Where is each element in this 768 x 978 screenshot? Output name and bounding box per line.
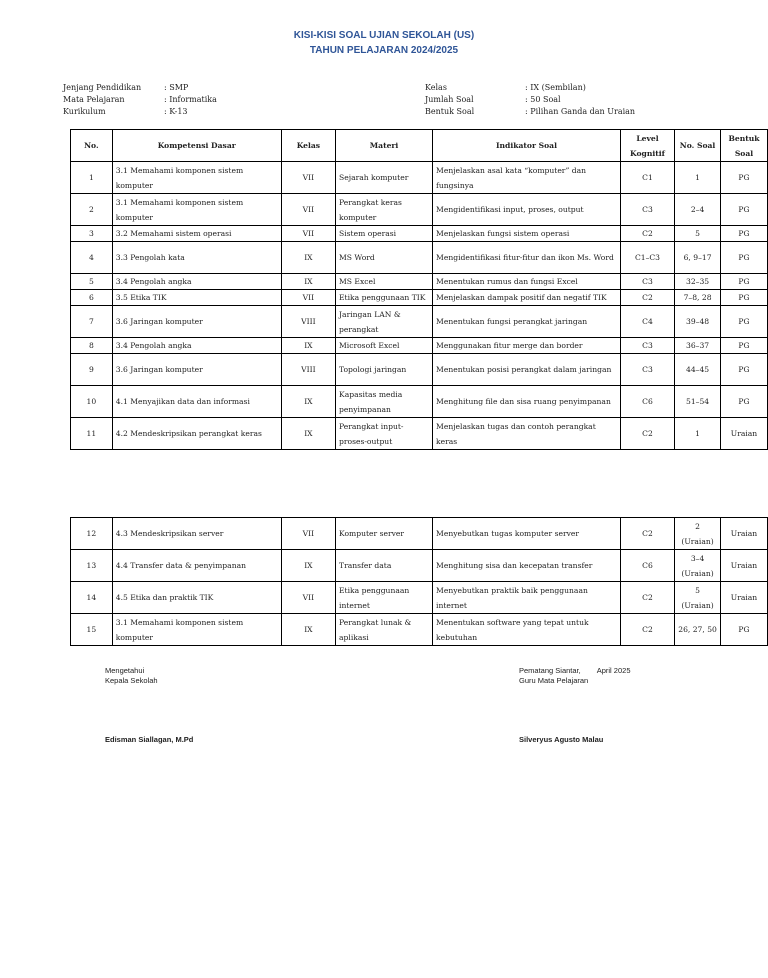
info-value: : SMP: [164, 83, 189, 92]
info-label: Kurikulum: [63, 107, 106, 116]
cell-no-soal: 1: [675, 418, 721, 450]
column-header: Bentuk Soal: [721, 130, 768, 162]
cell-kompetensi-dasar: 3.2 Memahami sistem operasi: [112, 226, 281, 242]
table-row: [71, 550, 768, 582]
info-label: Jumlah Soal: [425, 95, 474, 104]
cell-kelas: VII: [281, 518, 335, 550]
cell-materi: Topologi jaringan: [336, 354, 433, 386]
cell-no-soal: 2 (Uraian): [675, 518, 721, 550]
table-row: [71, 306, 768, 338]
cell-no-soal: 26, 27, 50: [675, 614, 721, 646]
cell-indikator-soal: Menyebutkan tugas komputer server: [433, 518, 621, 550]
cell-level-kognitif: C3: [620, 274, 674, 290]
cell-no: 4: [71, 242, 113, 274]
cell-no: 6: [71, 290, 113, 306]
cell-no: 9: [71, 354, 113, 386]
table-row: [71, 582, 768, 614]
cell-kompetensi-dasar: 4.3 Mendeskripsikan server: [112, 518, 281, 550]
table-row: [71, 162, 768, 194]
cell-kompetensi-dasar: 3.1 Memahami komponen sistem komputer: [112, 194, 281, 226]
table-body: [71, 518, 768, 646]
cell-indikator-soal: Menjelaskan asal kata “komputer” dan fungsinya: [433, 162, 621, 194]
cell-level-kognitif: C1–C3: [620, 242, 674, 274]
cell-kompetensi-dasar: 4.2 Mendeskripsikan perangkat keras: [112, 418, 281, 450]
place: Pematang Siantar,: [519, 666, 581, 675]
cell-indikator-soal: Menghitung file dan sisa ruang penyimpanan: [433, 386, 621, 418]
cell-bentuk-soal: PG: [721, 354, 768, 386]
cell-bentuk-soal: PG: [721, 242, 768, 274]
cell-bentuk-soal: Uraian: [721, 582, 768, 614]
column-header: Kompetensi Dasar: [112, 130, 281, 162]
info-label: Bentuk Soal: [425, 107, 475, 116]
cell-kompetensi-dasar: 4.1 Menyajikan data dan informasi: [112, 386, 281, 418]
cell-bentuk-soal: PG: [721, 226, 768, 242]
cell-bentuk-soal: Uraian: [721, 418, 768, 450]
info-row: [63, 82, 217, 94]
cell-materi: Microsoft Excel: [336, 338, 433, 354]
column-header: Level Kognitif: [620, 130, 674, 162]
cell-kelas: VII: [281, 226, 335, 242]
cell-materi: Etika penggunaan internet: [336, 582, 433, 614]
cell-bentuk-soal: Uraian: [721, 518, 768, 550]
cell-bentuk-soal: PG: [721, 162, 768, 194]
column-header: Kelas: [281, 130, 335, 162]
table-row: [71, 518, 768, 550]
cell-no: 11: [71, 418, 113, 450]
cell-materi: MS Word: [336, 242, 433, 274]
cell-no-soal: 2–4: [675, 194, 721, 226]
info-row: [63, 106, 217, 118]
column-header: No.: [71, 130, 113, 162]
info-right: [425, 82, 635, 118]
principal-name: Edisman Siallagan, M.Pd: [105, 735, 194, 744]
cell-no-soal: 32–35: [675, 274, 721, 290]
document-subtitle: TAHUN PELAJARAN 2024/2025: [309, 45, 459, 56]
cell-no: 15: [71, 614, 113, 646]
info-value: : IX (Sembilan): [525, 83, 586, 92]
cell-materi: Perangkat input-proses-output: [336, 418, 433, 450]
info-label: Kelas: [425, 83, 447, 92]
cell-kompetensi-dasar: 3.4 Pengolah angka: [112, 274, 281, 290]
table-row: [71, 290, 768, 306]
cell-indikator-soal: Menentukan software yang tepat untuk kebutuhan: [433, 614, 621, 646]
teacher-name: Silveryus Agusto Malau: [519, 735, 604, 744]
cell-level-kognitif: C6: [620, 550, 674, 582]
cell-kelas: VII: [281, 162, 335, 194]
cell-no: 14: [71, 582, 113, 614]
document-title: KISI-KISI SOAL UJIAN SEKOLAH (US): [293, 30, 475, 41]
cell-indikator-soal: Menentukan rumus dan fungsi Excel: [433, 274, 621, 290]
cell-indikator-soal: Menjelaskan dampak positif dan negatif TIK: [433, 290, 621, 306]
table-header-row: [71, 130, 768, 162]
cell-bentuk-soal: PG: [721, 338, 768, 354]
info-label: Jenjang Pendidikan: [63, 83, 142, 92]
cell-bentuk-soal: PG: [721, 194, 768, 226]
cell-materi: MS Excel: [336, 274, 433, 290]
cell-no: 7: [71, 306, 113, 338]
cell-indikator-soal: Mengidentifikasi input, proses, output: [433, 194, 621, 226]
table-row: [71, 338, 768, 354]
cell-kompetensi-dasar: 3.3 Pengolah kata: [112, 242, 281, 274]
cell-materi: Perangkat lunak & aplikasi: [336, 614, 433, 646]
cell-kompetensi-dasar: 3.5 Etika TIK: [112, 290, 281, 306]
teacher-signature-block: [519, 666, 631, 686]
cell-kelas: IX: [281, 550, 335, 582]
table-row: [71, 226, 768, 242]
cell-level-kognitif: C2: [620, 518, 674, 550]
cell-indikator-soal: Menjelaskan tugas dan contoh perangkat keras: [433, 418, 621, 450]
cell-no: 10: [71, 386, 113, 418]
cell-kompetensi-dasar: 3.1 Memahami komponen sistem komputer: [112, 162, 281, 194]
cell-materi: Kapasitas media penyimpanan: [336, 386, 433, 418]
cell-kompetensi-dasar: 3.6 Jaringan komputer: [112, 306, 281, 338]
cell-no: 5: [71, 274, 113, 290]
cell-kelas: VII: [281, 194, 335, 226]
cell-no-soal: 6, 9–17: [675, 242, 721, 274]
cell-kompetensi-dasar: 3.4 Pengolah angka: [112, 338, 281, 354]
info-label: Mata Pelajaran: [63, 95, 125, 104]
teacher-title: Guru Mata Pelajaran: [519, 676, 589, 685]
cell-level-kognitif: C6: [620, 386, 674, 418]
cell-indikator-soal: Menggunakan fitur merge dan border: [433, 338, 621, 354]
cell-no-soal: 39–48: [675, 306, 721, 338]
column-header: No. Soal: [675, 130, 721, 162]
cell-no-soal: 5 (Uraian): [675, 582, 721, 614]
cell-level-kognitif: C2: [620, 582, 674, 614]
date: April 2025: [596, 666, 631, 675]
cell-indikator-soal: Menjelaskan fungsi sistem operasi: [433, 226, 621, 242]
cell-materi: Etika penggunaan TIK: [336, 290, 433, 306]
cell-bentuk-soal: PG: [721, 274, 768, 290]
info-value: : Informatika: [164, 95, 217, 104]
cell-kompetensi-dasar: 4.5 Etika dan praktik TIK: [112, 582, 281, 614]
info-left: [63, 82, 217, 118]
cell-no-soal: 1: [675, 162, 721, 194]
cell-indikator-soal: Menentukan fungsi perangkat jaringan: [433, 306, 621, 338]
info-row: [425, 106, 635, 118]
cell-no: 12: [71, 518, 113, 550]
info-row: [425, 94, 635, 106]
cell-no-soal: 44–45: [675, 354, 721, 386]
cell-kelas: VIII: [281, 354, 335, 386]
info-row: [425, 82, 635, 94]
cell-no: 8: [71, 338, 113, 354]
cell-level-kognitif: C3: [620, 338, 674, 354]
cell-materi: Sistem operasi: [336, 226, 433, 242]
cell-no-soal: 7–8, 28: [675, 290, 721, 306]
principal-approval: [105, 666, 158, 686]
table-row: [71, 194, 768, 226]
cell-kelas: IX: [281, 338, 335, 354]
cell-level-kognitif: C3: [620, 354, 674, 386]
table-body: [71, 162, 768, 450]
cell-no-soal: 3–4 (Uraian): [675, 550, 721, 582]
cell-level-kognitif: C3: [620, 194, 674, 226]
column-header: Indikator Soal: [433, 130, 621, 162]
cell-bentuk-soal: PG: [721, 306, 768, 338]
principal-title: Kepala Sekolah: [105, 676, 158, 685]
cell-level-kognitif: C4: [620, 306, 674, 338]
cell-materi: Transfer data: [336, 550, 433, 582]
cell-indikator-soal: Menghitung sisa dan kecepatan transfer: [433, 550, 621, 582]
cell-kelas: IX: [281, 418, 335, 450]
cell-level-kognitif: C2: [620, 290, 674, 306]
cell-bentuk-soal: PG: [721, 290, 768, 306]
kisi-kisi-table: [70, 129, 768, 450]
cell-kompetensi-dasar: 3.1 Memahami komponen sistem komputer: [112, 614, 281, 646]
cell-no: 3: [71, 226, 113, 242]
table-row: [71, 274, 768, 290]
info-value: : Pilihan Ganda dan Uraian: [525, 107, 636, 116]
cell-kelas: VII: [281, 582, 335, 614]
cell-no: 13: [71, 550, 113, 582]
cell-no: 2: [71, 194, 113, 226]
cell-kelas: VII: [281, 290, 335, 306]
cell-materi: Perangkat keras komputer: [336, 194, 433, 226]
cell-materi: Sejarah komputer: [336, 162, 433, 194]
cell-indikator-soal: Menyebutkan praktik baik penggunaan internet: [433, 582, 621, 614]
info-value: : K-13: [164, 107, 188, 116]
table-row: [71, 242, 768, 274]
cell-level-kognitif: C2: [620, 226, 674, 242]
cell-no-soal: 51–54: [675, 386, 721, 418]
info-value: : 50 Soal: [525, 95, 561, 104]
cell-kompetensi-dasar: 4.4 Transfer data & penyimpanan: [112, 550, 281, 582]
place-date-line: [519, 666, 631, 676]
cell-bentuk-soal: PG: [721, 614, 768, 646]
cell-materi: Jaringan LAN & perangkat: [336, 306, 433, 338]
cell-kelas: IX: [281, 386, 335, 418]
cell-level-kognitif: C2: [620, 418, 674, 450]
table-row: [71, 418, 768, 450]
table-row: [71, 354, 768, 386]
table-row: [71, 386, 768, 418]
approval-label: Mengetahui: [105, 666, 145, 675]
kisi-kisi-table-continued: [70, 517, 768, 646]
cell-kompetensi-dasar: 3.6 Jaringan komputer: [112, 354, 281, 386]
info-row: [63, 94, 217, 106]
cell-kelas: IX: [281, 274, 335, 290]
column-header: Materi: [336, 130, 433, 162]
table-row: [71, 614, 768, 646]
cell-no-soal: 5: [675, 226, 721, 242]
cell-bentuk-soal: PG: [721, 386, 768, 418]
cell-kelas: IX: [281, 614, 335, 646]
cell-kelas: IX: [281, 242, 335, 274]
cell-indikator-soal: Mengidentifikasi fitur-fitur dan ikon Ms. Word: [433, 242, 621, 274]
cell-bentuk-soal: Uraian: [721, 550, 768, 582]
cell-level-kognitif: C2: [620, 614, 674, 646]
cell-no: 1: [71, 162, 113, 194]
cell-indikator-soal: Menentukan posisi perangkat dalam jaringan: [433, 354, 621, 386]
cell-level-kognitif: C1: [620, 162, 674, 194]
cell-materi: Komputer server: [336, 518, 433, 550]
cell-no-soal: 36–37: [675, 338, 721, 354]
cell-kelas: VIII: [281, 306, 335, 338]
